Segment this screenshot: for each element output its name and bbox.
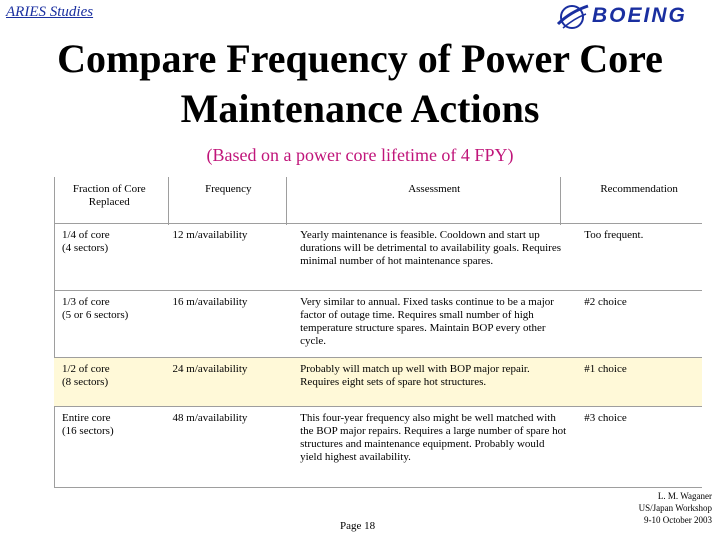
footer-author: L. M. Waganer [657, 491, 712, 501]
frequency-cell: 12 m/availability [172, 229, 248, 241]
page-title [0, 34, 720, 134]
fraction-text: 1/4 of core [62, 229, 110, 241]
fraction-cell [54, 224, 165, 291]
fraction-cell [54, 358, 165, 407]
table-row [54, 407, 702, 485]
fraction-sectors: (16 sectors) [62, 425, 114, 437]
recommendation-cell: Too frequent. [584, 229, 644, 241]
table-row-highlighted [54, 358, 702, 407]
header-assessment: Assessment [408, 183, 461, 195]
frequency-cell: 24 m/availability [165, 358, 293, 407]
table-row [54, 224, 702, 291]
footer-date: 9-10 October 2003 [644, 515, 712, 525]
table-header-row [54, 177, 702, 224]
fraction-text: Entire core [62, 412, 111, 424]
title-line-2: Maintenance Actions [180, 86, 540, 131]
assessment-cell: This four-year frequency also might be well matched with the BOP major repairs. Requires a large number of spare hot structures and maintenance equipment. Probably would yield highest availability. [300, 412, 567, 463]
header-frequency: Frequency [205, 183, 252, 195]
fraction-cell [54, 291, 165, 358]
header-label: ARIES Studies [6, 4, 94, 20]
maintenance-comparison-table [54, 177, 702, 485]
assessment-cell: Yearly maintenance is feasible. Cooldown and start up durations will be detrimental to availability goals. Requires minimal number of hot maintenance spares. [300, 229, 561, 267]
recommendation-cell: #1 choice [576, 358, 702, 407]
header-fraction: Fraction of Core Replaced [72, 183, 146, 208]
fraction-sectors: (5 or 6 sectors) [62, 309, 129, 321]
frequency-cell: 48 m/availability [172, 412, 248, 424]
title-line-1: Compare Frequency of Power Core [57, 36, 663, 81]
fraction-cell [54, 407, 165, 485]
footer-event: US/Japan Workshop [638, 503, 712, 513]
fraction-sectors: (4 sectors) [62, 242, 109, 254]
fraction-text: 1/3 of core [62, 296, 110, 308]
table-bottom-border [54, 487, 702, 488]
page-number: Page 18 [340, 520, 376, 532]
frequency-cell: 16 m/availability [172, 296, 248, 308]
table-row [54, 291, 702, 358]
assessment-cell: Probably will match up well with BOP major repair. Requires eight sets of spare hot structures. [292, 358, 576, 407]
header-recommendation: Recommendation [600, 183, 678, 195]
assessment-cell: Very similar to annual. Fixed tasks continue to be a major factor of outage time. Requires small number of high temperature structure spares. Maintain BOP every other cycle. [300, 296, 554, 347]
recommendation-cell: #2 choice [584, 296, 627, 308]
boeing-wordmark: BOEING [592, 4, 687, 27]
boeing-logo [554, 2, 704, 32]
fraction-text: 1/2 of core [62, 363, 110, 375]
footer-credits [639, 490, 712, 526]
recommendation-cell: #3 choice [584, 412, 627, 424]
subtitle: (Based on a power core lifetime of 4 FPY) [206, 145, 514, 165]
fraction-sectors: (8 sectors) [62, 376, 109, 388]
boeing-globe-icon [554, 2, 590, 32]
